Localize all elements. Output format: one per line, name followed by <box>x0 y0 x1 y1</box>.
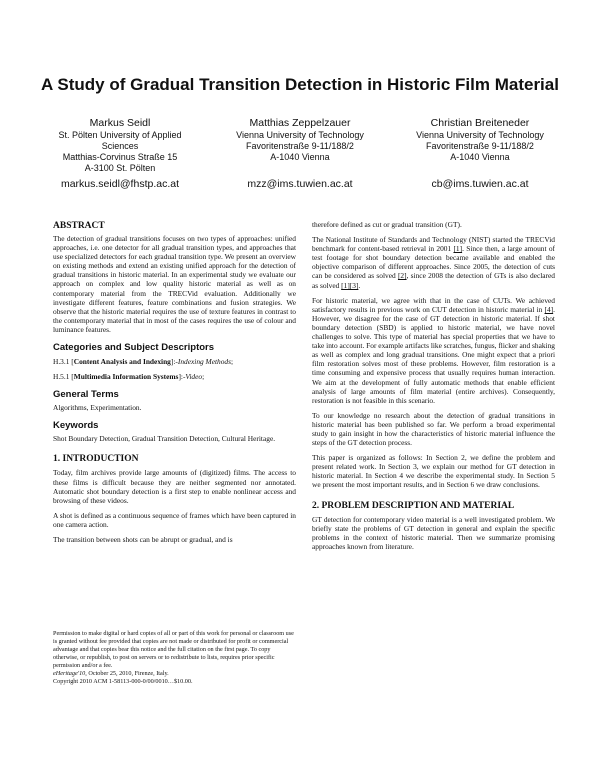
category-descriptor: H.5.1 [Multimedia Information Systems]:-Video; <box>53 372 205 382</box>
permission-notice: Permission to make digital or hard copies of all or part of this work for personal or classroom use is granted without fee provided that copies are not made or distributed for profit or commercial advantage and that copies bear this notice and the full citation on the first page. To copy otherwise, or republish, to post on servers or to redistribute to lists, requires prior specific permission and/or a fee. <box>53 630 294 669</box>
author-affiliation-line: Favoritenstraße 9-11/188/2 <box>246 141 354 151</box>
author-2 <box>220 117 380 197</box>
author-3 <box>400 117 560 197</box>
general-terms-text: Algorithms, Experimentation. <box>53 403 142 413</box>
intro-paragraph: A shot is defined as a continuous sequence of frames which have been captured in one camera action. <box>53 510 296 529</box>
intro-paragraph: The transition between shots can be abrupt or gradual, and is <box>53 534 233 544</box>
left-column <box>53 220 296 550</box>
categories-heading: Categories and Subject Descriptors <box>53 342 215 354</box>
keywords-heading: Keywords <box>53 420 99 432</box>
author-affiliation-line: A-3100 St. Pölten <box>84 163 156 173</box>
author-affiliation-line: A-1040 Vienna <box>270 152 330 162</box>
body-paragraph: For historic material, we agree with that in the case of CUTs. We achieved satisfactory results in previous work on CUT detection in historic material in [4]. However, we disagree for the case of GT detection in historic material. If shot boundary detection (SBD) is applied to historic material, we have novel challenges to solve. This type of material has special properties that we have to take into account. For example artifacts like scratches, fungus, flicker and shaking as well as complex and long gradual transitions. One might expect that a priori film restoration solves most of these problems. However, film restoration is a time consuming and expensive process that usually requires human interaction. We aim at the development of fully automatic methods that enable efficient analysis of large amounts of film material (entire archives). Consequently, restoration is not feasible in this scenario. <box>312 295 555 405</box>
author-affiliation-line: Vienna University of Technology <box>416 130 544 140</box>
venue-line: eHeritage'10, October 25, 2010, Firenze, Italy. <box>53 670 169 677</box>
introduction-heading: 1. INTRODUCTION <box>53 454 139 465</box>
citation-link[interactable]: [4] <box>544 304 554 314</box>
citation-link[interactable]: [1][3] <box>341 280 359 290</box>
citation-link[interactable]: [1] <box>453 244 463 254</box>
author-affiliation-line: A-1040 Vienna <box>450 152 510 162</box>
body-paragraph: To our knowledge no research about the detection of gradual transitions in historic material has been published so far. We perform a broad experimental study to gain insight in how the characteristics of historic material influence the steps of the GT detection process. <box>312 410 555 448</box>
body-paragraph: therefore defined as cut or gradual transition (GT). <box>312 220 462 229</box>
author-affiliation-line: Favoritenstraße 9-11/188/2 <box>426 141 534 151</box>
author-name: Christian Breiteneder <box>430 117 530 129</box>
author-block <box>40 117 560 197</box>
copyright-line: Copyright 2010 ACM 1-58113-000-0/00/0010…$10.00. <box>53 678 193 685</box>
author-affiliation-line: Vienna University of Technology <box>236 130 364 140</box>
category-descriptor: H.3.1 [Content Analysis and Indexing]:-Indexing Methods; <box>53 357 234 367</box>
body-paragraph: The National Institute of Standards and Technology (NIST) started the TRECVid benchmark for content-based retrieval in 2001 [1]. Since then, a large amount of test footage for shot boundary detection became available and enabled the objective comparison of different approaches. Since 2005, the detection of cuts can be considered as solved [2], since 2008 the detection of GTs is also declared as solved [1][3]. <box>312 235 555 290</box>
abstract-text: The detection of gradual transitions focuses on two types of approaches: unified approaches, i.e. one detector for all gradual transition types, and approaches that use specialized detectors for each gradual transition type. We present an overview on existing methods and extend an existing unified approach for the detection of gradual transitions in historic material. In an experimental study we evaluate our approach on complex and low quality historic material as well as on contemporary material from the TRECVid evaluation. Additionally we investigate different features, feature combinations and fusion strategies. We observe that the historic material requires the use of texture features in contrast to the contemporary material that in most of the cases requires the use of colour and luminance features. <box>53 234 296 334</box>
author-affiliation-line: Sciences <box>101 141 139 151</box>
author-affiliation-line: St. Pölten University of Applied <box>58 130 182 140</box>
author-email[interactable]: cb@ims.tuwien.ac.at <box>431 178 529 190</box>
author-affiliation-line: Matthias-Corvinus Straße 15 <box>62 152 178 162</box>
general-terms-heading: General Terms <box>53 389 119 401</box>
author-name: Matthias Zeppelzauer <box>249 117 351 129</box>
keywords-text: Shot Boundary Detection, Gradual Transition Detection, Cultural Heritage. <box>53 434 276 444</box>
author-name: Markus Seidl <box>89 117 151 129</box>
intro-paragraph: Today, film archives provide large amounts of (digitized) films. The access to these films is difficult because they are neither segmented nor annotated. Automatic shot boundary detection is a first step to enable nonlinear access and browsing of these videos. <box>53 468 296 505</box>
body-paragraph: This paper is organized as follows: In Section 2, we define the problem and present related work. In Section 3, we explain our method for GT detection in historic material. In Section 4 we describe the experimental study. In Section 5 we present the most important results, and in Section 6 we draw conclusions. <box>312 453 555 490</box>
paper-title: A Study of Gradual Transition Detection in Historic Film Material <box>41 75 559 94</box>
author-1 <box>40 117 200 197</box>
abstract-heading: ABSTRACT <box>53 221 105 231</box>
body-paragraph: GT detection for contemporary video material is a well investigated problem. We briefly state the problems of GT detection in general and explain the specific problems in the context of historic material. Then we summarize promising approaches known from literature. <box>312 514 555 551</box>
right-column <box>312 220 555 557</box>
section-2-heading: 2. PROBLEM DESCRIPTION AND MATERIAL <box>312 500 515 511</box>
citation-link[interactable]: [2] <box>397 271 407 281</box>
copyright-footnote <box>53 630 296 686</box>
author-email[interactable]: mzz@ims.tuwien.ac.at <box>247 178 353 190</box>
author-email[interactable]: markus.seidl@fhstp.ac.at <box>60 178 180 190</box>
